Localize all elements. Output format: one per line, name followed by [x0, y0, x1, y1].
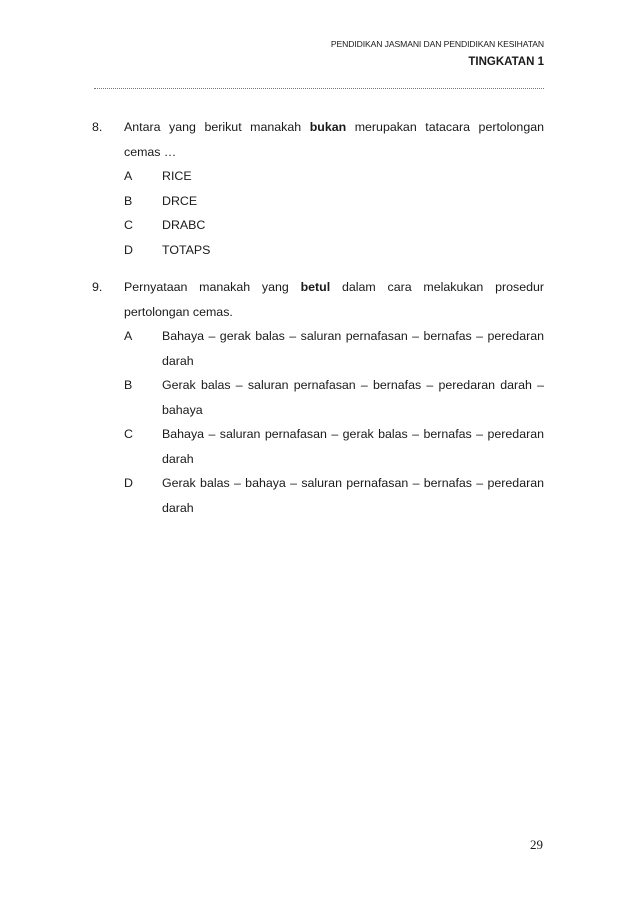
question-number: 8.	[92, 120, 103, 134]
question-stem	[124, 115, 544, 164]
header-divider	[94, 88, 544, 89]
option-letter: B	[124, 378, 133, 392]
option-letter: A	[124, 169, 133, 183]
option-d	[124, 238, 544, 263]
option-text: DRCE	[162, 193, 198, 208]
option-a	[124, 324, 544, 373]
option-text: Bahaya – saluran pernafasan – gerak balas – bernafas – peredaran darah	[162, 427, 544, 466]
option-text: Gerak balas – saluran pernafasan – bernafas – peredaran darah – bahaya	[162, 378, 544, 417]
option-letter: B	[124, 193, 133, 208]
option-c	[124, 213, 544, 238]
option-b	[124, 189, 544, 214]
option-letter: C	[124, 218, 133, 232]
option-a	[124, 164, 544, 189]
question-stem	[124, 275, 544, 324]
stem-text: Antara yang berikut manakah	[124, 120, 310, 134]
option-text: RICE	[162, 169, 192, 183]
option-text: Gerak balas – bahaya – saluran pernafasan – bernafas – peredaran darah	[162, 476, 544, 515]
stem-emphasis: betul	[300, 280, 331, 294]
option-d	[124, 471, 544, 520]
option-text: TOTAPS	[162, 242, 211, 257]
question-9	[92, 275, 544, 520]
option-letter: A	[124, 329, 133, 343]
header-subject: PENDIDIKAN JASMANI DAN PENDIDIKAN KESIHATAN	[330, 39, 544, 49]
question-8	[92, 115, 544, 262]
option-letter: D	[124, 242, 133, 257]
stem-text: Pernyataan manakah yang	[124, 280, 301, 294]
stem-emphasis: bukan	[309, 120, 347, 134]
option-text: Bahaya – gerak balas – saluran pernafasan – bernafas – peredaran darah	[162, 329, 544, 368]
option-letter: C	[124, 427, 133, 441]
option-text: DRABC	[162, 218, 206, 232]
header-level: TINGKATAN 1	[468, 56, 544, 68]
stem-text: merupakan tatacara pertolongan cemas …	[124, 120, 545, 159]
option-c	[124, 422, 544, 471]
option-b	[124, 373, 544, 422]
question-number: 9.	[92, 280, 103, 294]
option-letter: D	[124, 476, 133, 490]
page-number: 29	[530, 837, 543, 852]
stem-text: dalam cara melakukan prosedur pertolongan cemas.	[124, 280, 544, 319]
